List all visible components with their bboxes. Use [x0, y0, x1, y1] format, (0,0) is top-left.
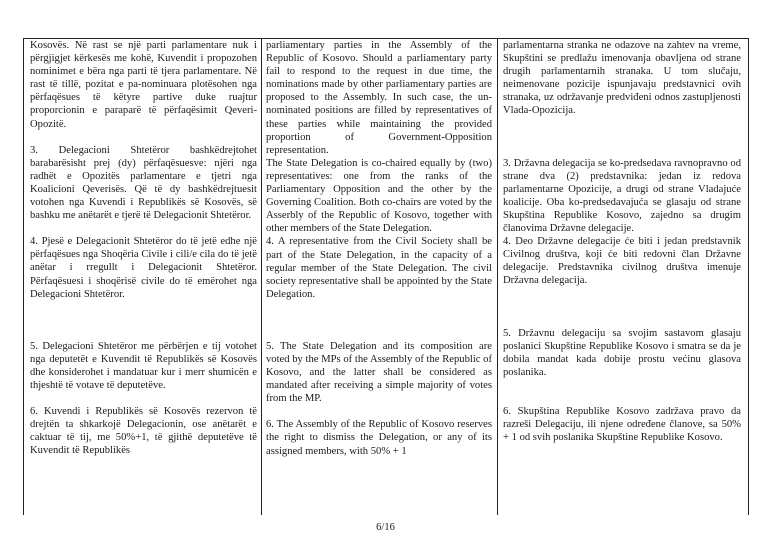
english-paragraph-4: 4. A representative from the Civil Society shall be part of the State Delegation, in the capacity of a regular member of the State Delegation. The civil society representative shall be appointed by the State Delegation.: [266, 236, 492, 300]
serbian-paragraph-6: 6. Skupština Republike Kosovo zadržava pravo da razreši Delegaciju, ili njene određene članove, sa 50% + 1 od svih poslanika Skupštine Republike Kosovo.: [503, 405, 741, 444]
serbian-paragraph-5: 5. Državnu delegaciju sa svojim sastavom glasaju poslanici Skupštine Republike Kosovo i smatra se da je dobila mandat kada dobije prostu većinu glasova poslanika.: [503, 327, 741, 378]
column-divider: [497, 38, 498, 515]
column-divider: [261, 38, 262, 515]
serbian-paragraph-4: 4. Deo Državne delegacije će biti i jedan predstavnik Civilnog društva, koji će biti redovni član Državne delegacije. Predstavnika civilnog društva imenuje Državna delegacija.: [503, 236, 741, 287]
english-paragraph-3: The State Delegation is co-chaired equally by (two) representatives: one from the ranks of the Parliamentary Opposition and the other by the Governing Coalition. Both co-chairs are voted by the Asserbly of the Republic of Kosovo, together with other members of the State Delegation.: [266, 157, 492, 235]
albanian-paragraph-1: Kosovës. Në rast se një parti parlamentare nuk i përgjigjet kërkesës me kohë, Kuvendit i propozohen nominimet e bëra nga parti të tjera parlamentare. Në rast të tillë, pozitat e pa-nominuara plotësohen nga përfaqësues të këtyre partive duke ruajtur proporcionin e paraparë të përfaqësimit Qeveri-Opozitë.: [30, 40, 257, 130]
serbian-paragraph-3: 3. Državna delegacija se ko-predsedava ravnopravno od strane dva (2) predstavnika: jedan iz redova parlamentarne Opozicije, a drugi od strane Vladajuće koalicije. Oba ko-predsedavajuća se glasaju od strane Skupština Republike Kosovo, zajedno sa drugim članovima Državne delegacije.: [503, 157, 741, 235]
page-number: 6/16: [376, 522, 395, 533]
serbian-paragraph-1: parlamentarna stranka ne odazove na zahtev na vreme, Skupštini se predlažu imenovanja obavljena od strane drugih parlamentarnih stranaka. U tom slučaju, neimenovane pozicije ispunjavaju predstavnici ovih stranaka, uz održavanje predviđeni odnos zastupljenosti Vlada-Opozicija.: [503, 40, 741, 117]
serbian-column: [503, 39, 741, 513]
albanian-paragraph-6: 6. Kuvendi i Republikës së Kosovës rezervon të drejtën ta shkarkojë Delegacionin, ose anëtarët e caktuar të tij, me 50%+1, të gjithë deputetëve të Kuvendit të Republikës: [30, 406, 257, 457]
albanian-paragraph-5: 5. Delegacioni Shtetëror me përbërjen e tij votohet nga deputetët e Kuvendit të Republikës së Kosovës dhe konsiderohet i mandatuar kur i merr shumicën e thjeshtë të votave të deputetëve.: [30, 340, 257, 391]
albanian-paragraph-4: 4. Pjesë e Delegacionit Shtetëror do të jetë edhe një përfaqësues nga Shoqëria Civile i cili/e cila do të jetë anëtar i rregullt i Delegacionit Shtetëror. Përfaqësuesi i shoqërisë civile do të emërohet nga Delegacioni Shtetëror.: [30, 236, 257, 300]
english-paragraph-6: 6. The Assembly of the Republic of Kosovo reserves the right to dismiss the Delegation, or any of its assigned members, with 50% + 1: [266, 419, 492, 457]
albanian-column: [30, 39, 257, 513]
english-paragraph-5: 5. The State Delegation and its composition are voted by the MPs of the Assembly of the Republic of Kosovo, and the latter shall be considered as mandated after receiving a simple majority of votes from the MP.: [266, 340, 492, 405]
english-paragraph-1: parliamentary parties in the Assembly of the Republic of Kosovo. Should a parliamentary party fail to respond to the request in due time, the nominations made by other parliamentary parties are proposed to the Assembly. In such case, the un-nominated positions are filled by representatives of these parties while maintaining the provided proportion of Government-Opposition representation.: [266, 40, 492, 156]
english-column: [266, 39, 492, 513]
albanian-paragraph-3: 3. Delegacioni Shtetëror bashkëdrejtohet barabarësisht prej (dy) përfaqësuesve: njëri nga radhët e Opozitës parlamentare e tjetri nga Koalicioni Qeverisës. Që të dy bashkëdrejtuesit votohen nga Kuvendi i Republikës së Kosovës, së bashku me anëtarët e tjerë të Delegacionit Shtetëror.: [30, 144, 257, 222]
